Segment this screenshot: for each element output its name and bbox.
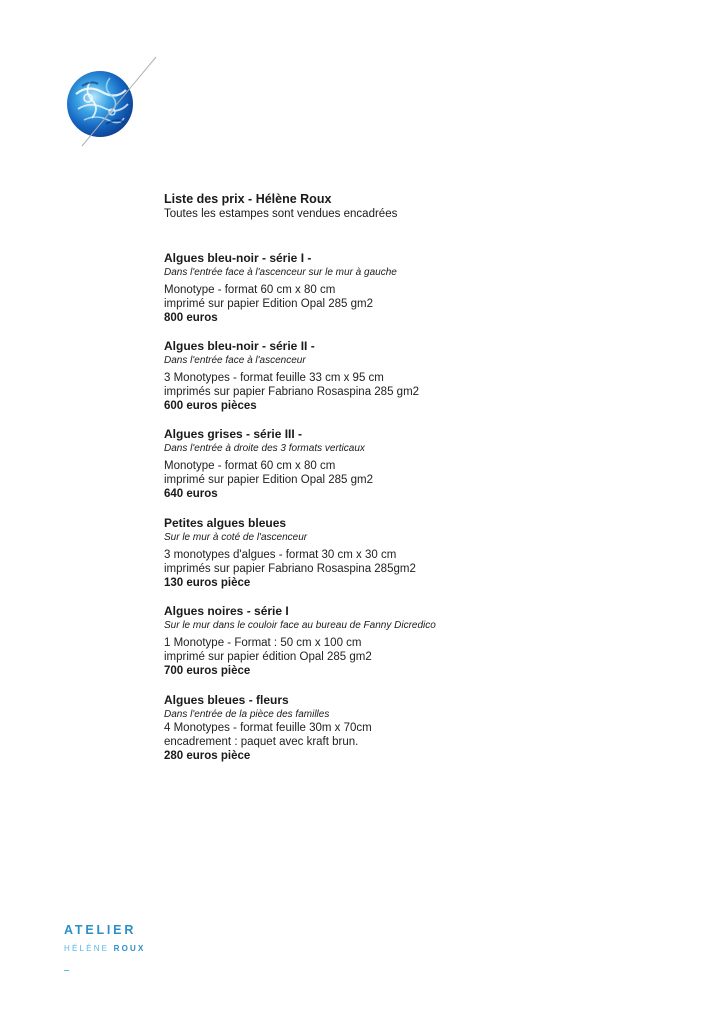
- footer-brand: ATELIER: [64, 923, 137, 937]
- document-title: Liste des prix - Hélène Roux: [164, 192, 332, 206]
- atelier-footer-logo: [64, 922, 146, 971]
- footer-divider: [64, 970, 69, 971]
- item-location: Dans l'entrée face à l'ascenceur: [164, 355, 306, 366]
- footer-first-name: HÉLÈNE: [64, 944, 110, 953]
- item-description: 4 Monotypes - format feuille 30m x 70cm: [164, 722, 372, 734]
- document-subtitle: Toutes les estampes sont vendues encadrées: [164, 208, 398, 220]
- item-location: Sur le mur à coté de l'ascenceur: [164, 532, 308, 543]
- item-title: Petites algues bleues: [164, 516, 287, 530]
- item-description: encadrement : paquet avec kraft brun.: [164, 736, 359, 748]
- list-item: [164, 693, 664, 764]
- item-description: imprimés sur papier Fabriano Rosaspina 285gm2: [164, 563, 416, 575]
- price-list: [164, 191, 664, 764]
- item-location: Dans l'entrée de la pièce des familles: [164, 709, 330, 720]
- list-item: [164, 251, 664, 326]
- item-price: 600 euros pièces: [164, 400, 257, 412]
- item-price: 800 euros: [164, 312, 218, 324]
- algae-logo-icon: [62, 54, 162, 149]
- item-description: imprimé sur papier édition Opal 285 gm2: [164, 651, 372, 663]
- footer-artist-name: [64, 943, 146, 955]
- item-description: imprimé sur papier Edition Opal 285 gm2: [164, 474, 374, 486]
- item-price: 280 euros pièce: [164, 750, 251, 762]
- list-item: [164, 516, 664, 591]
- item-description: imprimés sur papier Fabriano Rosaspina 285 gm2: [164, 386, 420, 398]
- item-title: Algues bleu-noir - série II -: [164, 339, 315, 353]
- item-title: Algues noires - série I: [164, 604, 289, 618]
- item-description: Monotype - format 60 cm x 80 cm: [164, 460, 336, 472]
- item-location: Dans l'entrée face à l'ascenceur sur le mur à gauche: [164, 267, 397, 278]
- item-description: 3 monotypes d'algues - format 30 cm x 30 cm: [164, 549, 397, 561]
- footer-last-name: ROUX: [113, 944, 146, 953]
- item-price: 700 euros pièce: [164, 665, 251, 677]
- item-price: 640 euros: [164, 488, 218, 500]
- list-item: [164, 427, 664, 502]
- list-item: [164, 604, 664, 679]
- item-description: imprimé sur papier Edition Opal 285 gm2: [164, 298, 374, 310]
- item-title: Algues bleu-noir - série I -: [164, 251, 312, 265]
- item-description: Monotype - format 60 cm x 80 cm: [164, 284, 336, 296]
- item-description: 3 Monotypes - format feuille 33 cm x 95 cm: [164, 372, 384, 384]
- item-title: Algues bleues - fleurs: [164, 693, 289, 707]
- item-location: Sur le mur dans le couloir face au bureau de Fanny Dicredico: [164, 620, 436, 631]
- item-title: Algues grises - série III -: [164, 427, 303, 441]
- item-description: 1 Monotype - Format : 50 cm x 100 cm: [164, 637, 362, 649]
- item-location: Dans l'entrée à droite des 3 formats verticaux: [164, 443, 365, 454]
- list-item: [164, 339, 664, 414]
- item-price: 130 euros pièce: [164, 577, 251, 589]
